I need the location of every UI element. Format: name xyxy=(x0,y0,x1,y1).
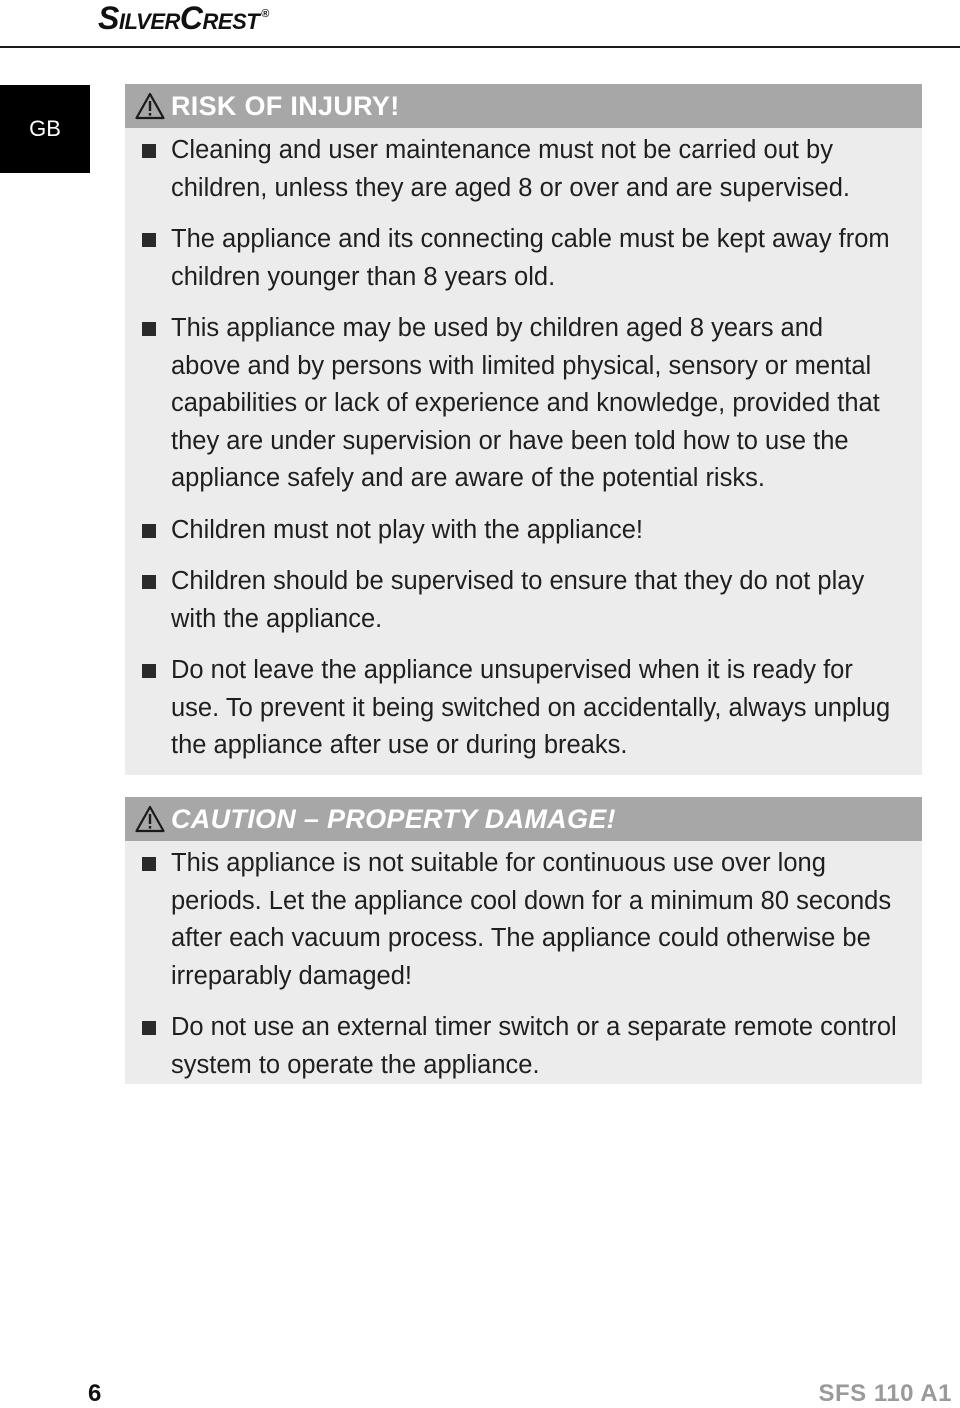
model-number: SFS 110 A1 xyxy=(818,1380,952,1407)
bullet-square-icon xyxy=(142,524,156,538)
language-tab: GB xyxy=(0,85,90,173)
risk-of-injury-panel xyxy=(125,84,922,775)
list-item xyxy=(125,563,922,638)
risk-of-injury-list xyxy=(125,128,922,775)
bullet-square-icon xyxy=(142,857,156,871)
bullet-square-icon xyxy=(142,575,156,589)
list-item xyxy=(125,310,922,498)
bullet-square-icon xyxy=(142,322,156,336)
list-item xyxy=(125,221,922,296)
list-item-text: Do not leave the appliance unsupervised when it is ready for use. To prevent it being switched on accidentally, always unplug the appliance after use or during breaks. xyxy=(171,656,891,759)
section-title: CAUTION – PROPERTY DAMAGE! xyxy=(171,803,616,834)
bullet-square-icon xyxy=(142,144,156,158)
property-damage-list xyxy=(125,841,922,1094)
list-item xyxy=(125,512,922,550)
list-item xyxy=(125,132,922,207)
section-title: RISK OF INJURY! xyxy=(171,90,400,121)
brand-name: SilverCrest xyxy=(98,0,260,36)
bullet-square-icon xyxy=(142,1021,156,1035)
list-item xyxy=(125,652,922,765)
brand-logo xyxy=(98,0,269,37)
list-item-text: Children should be supervised to ensure that they do not play with the appliance. xyxy=(171,567,865,633)
property-damage-header xyxy=(125,797,922,841)
warning-triangle-icon xyxy=(135,92,165,120)
list-item-text: Do not use an external timer switch or a separate remote control system to operate the appliance. xyxy=(171,1013,897,1079)
page-number: 6 xyxy=(88,1380,102,1407)
list-item-text: Cleaning and user maintenance must not be carried out by children, unless they are aged 8 or over and are supervised. xyxy=(171,136,850,202)
list-item xyxy=(125,1009,922,1084)
risk-of-injury-header xyxy=(125,84,922,128)
bullet-square-icon xyxy=(142,233,156,247)
bullet-square-icon xyxy=(142,664,156,678)
property-damage-panel xyxy=(125,797,922,1084)
list-item-text: This appliance may be used by children aged 8 years and above and by persons with limited physical, sensory or mental capabilities or lack of experience and knowledge, provided that they are under supervision or have been told how to use the appliance safely and are aware of the potential risks. xyxy=(171,314,880,492)
warning-triangle-icon xyxy=(135,805,165,833)
list-item xyxy=(125,845,922,995)
list-item-text: This appliance is not suitable for continuous use over long periods. Let the appliance cool down for a minimum 80 seconds after each vacuum process. The appliance could otherwise be irreparably damaged! xyxy=(171,849,892,990)
registered-mark: ® xyxy=(261,8,269,21)
list-item-text: The appliance and its connecting cable must be kept away from children younger than 8 years old. xyxy=(171,225,890,291)
list-item-text: Children must not play with the appliance! xyxy=(171,515,644,544)
header-rule xyxy=(0,46,960,48)
